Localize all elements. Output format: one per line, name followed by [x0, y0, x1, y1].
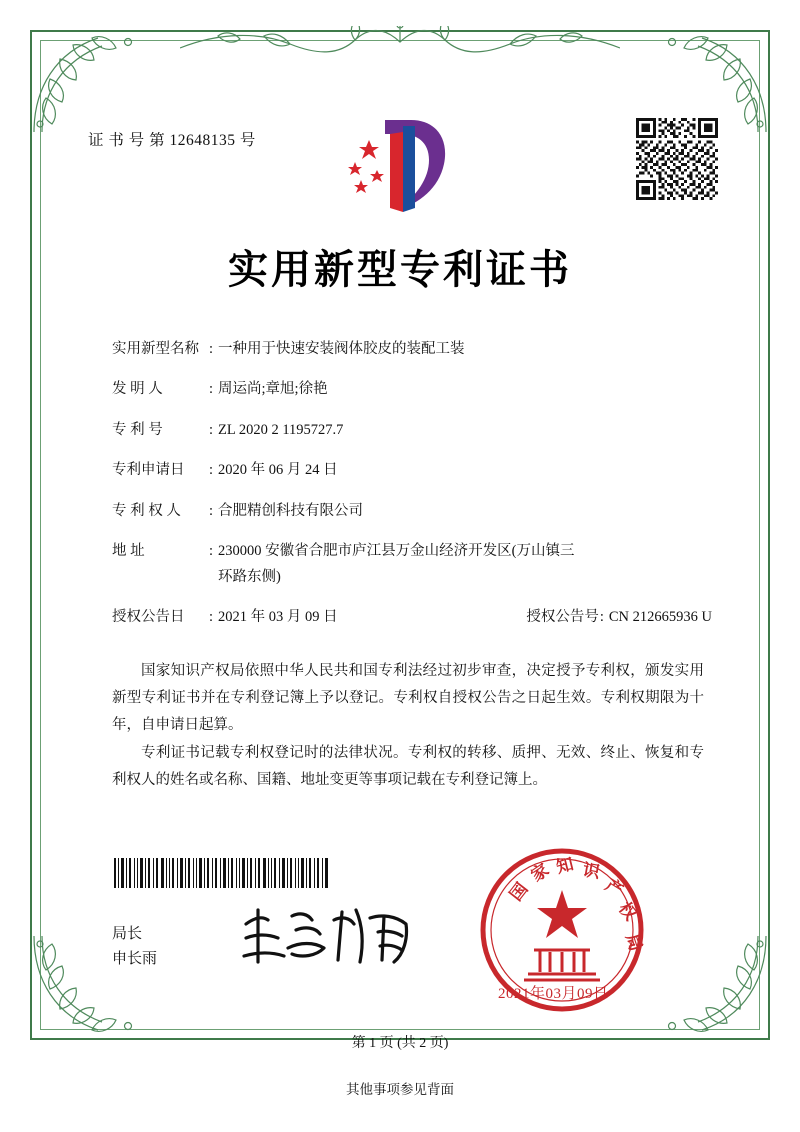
paragraph-1: 国家知识产权局依照中华人民共和国专利法经过初步审查，决定授予专利权，颁发实用新型专利证书并在专利登记簿上予以登记。专利权自授权公告之日起生效。专利权期限为十年，自申请日起算。	[112, 663, 704, 733]
field-colon: :	[209, 381, 214, 398]
signature-block	[112, 922, 157, 972]
address-line-2: 环路东侧)	[218, 568, 281, 585]
field-row-application-date	[112, 459, 712, 481]
svg-text:局: 局	[621, 931, 646, 954]
field-value: 2020 年 06 月 24 日	[218, 462, 338, 479]
field-label: 专 利 号	[112, 421, 163, 438]
field-row-announcement	[112, 606, 712, 628]
field-colon: :	[209, 341, 214, 357]
page-title: 实用新型专利证书	[228, 247, 572, 293]
field-label: 专 利 权 人	[112, 502, 181, 519]
signature-name: 申长雨	[112, 950, 158, 967]
barcode	[112, 858, 330, 888]
footnote: 其他事项参见背面	[346, 1082, 454, 1097]
field-value-announcement-number: CN 212665936 U	[608, 609, 712, 626]
field-value: 合肥精创科技有限公司	[218, 502, 364, 519]
field-value-announcement-date: 2021 年 03 月 09 日	[218, 609, 338, 626]
field-label: 地 址	[112, 543, 145, 560]
svg-text:产: 产	[601, 875, 627, 902]
announcement-number-group	[526, 606, 712, 628]
field-label-announcement-number: 授权公告号	[526, 609, 599, 626]
signature-role: 局长	[112, 926, 143, 942]
field-value: 周运尚;章旭;徐艳	[218, 381, 328, 398]
paragraph-2: 专利证书记载专利权登记时的法律状况。专利权的转移、质押、无效、终止、恢复和专利权人的姓名或名称、国籍、地址变更等事项记载在专利登记簿上。	[112, 745, 704, 789]
field-list	[112, 338, 712, 647]
field-label: 实用新型名称	[112, 341, 199, 357]
field-colon: :	[209, 462, 214, 479]
field-value: ZL 2020 2 1195727.7	[218, 421, 344, 438]
field-row-inventors	[112, 378, 712, 400]
svg-text:识: 识	[581, 860, 602, 883]
page-indicator: 第 1 页 (共 2 页)	[351, 1036, 449, 1051]
cnipa-logo-icon	[345, 112, 455, 220]
field-label: 发 明 人	[112, 381, 163, 398]
field-colon: :	[209, 421, 214, 438]
field-colon: :	[209, 502, 214, 519]
address-line-1: 230000 安徽省合肥市庐江县万金山经济开发区(万山镇三	[218, 543, 575, 560]
field-row-utility-model-name	[112, 338, 712, 360]
top-vine-ornament	[180, 26, 620, 66]
legal-text-block	[112, 658, 704, 796]
field-value	[218, 540, 712, 588]
field-label: 专利申请日	[112, 462, 185, 479]
handwritten-signature	[238, 900, 418, 972]
qr-code	[636, 118, 718, 200]
field-colon: :	[599, 609, 604, 626]
certificate-number: 证 书 号 第 12648135 号	[88, 132, 256, 149]
field-row-address	[112, 540, 712, 588]
svg-text:权: 权	[614, 898, 641, 925]
svg-text:知: 知	[554, 854, 576, 878]
svg-text:家: 家	[527, 860, 553, 887]
seal-date: 2021年03月09日	[498, 986, 609, 1002]
field-value: 一种用于快速安装阀体胶皮的装配工装	[218, 341, 465, 357]
svg-text:国: 国	[506, 879, 533, 906]
field-label-announcement-date: 授权公告日	[112, 609, 185, 626]
field-colon: :	[209, 609, 214, 626]
field-row-patent-number	[112, 419, 712, 441]
field-row-patentee	[112, 500, 712, 522]
field-colon: :	[209, 543, 214, 560]
